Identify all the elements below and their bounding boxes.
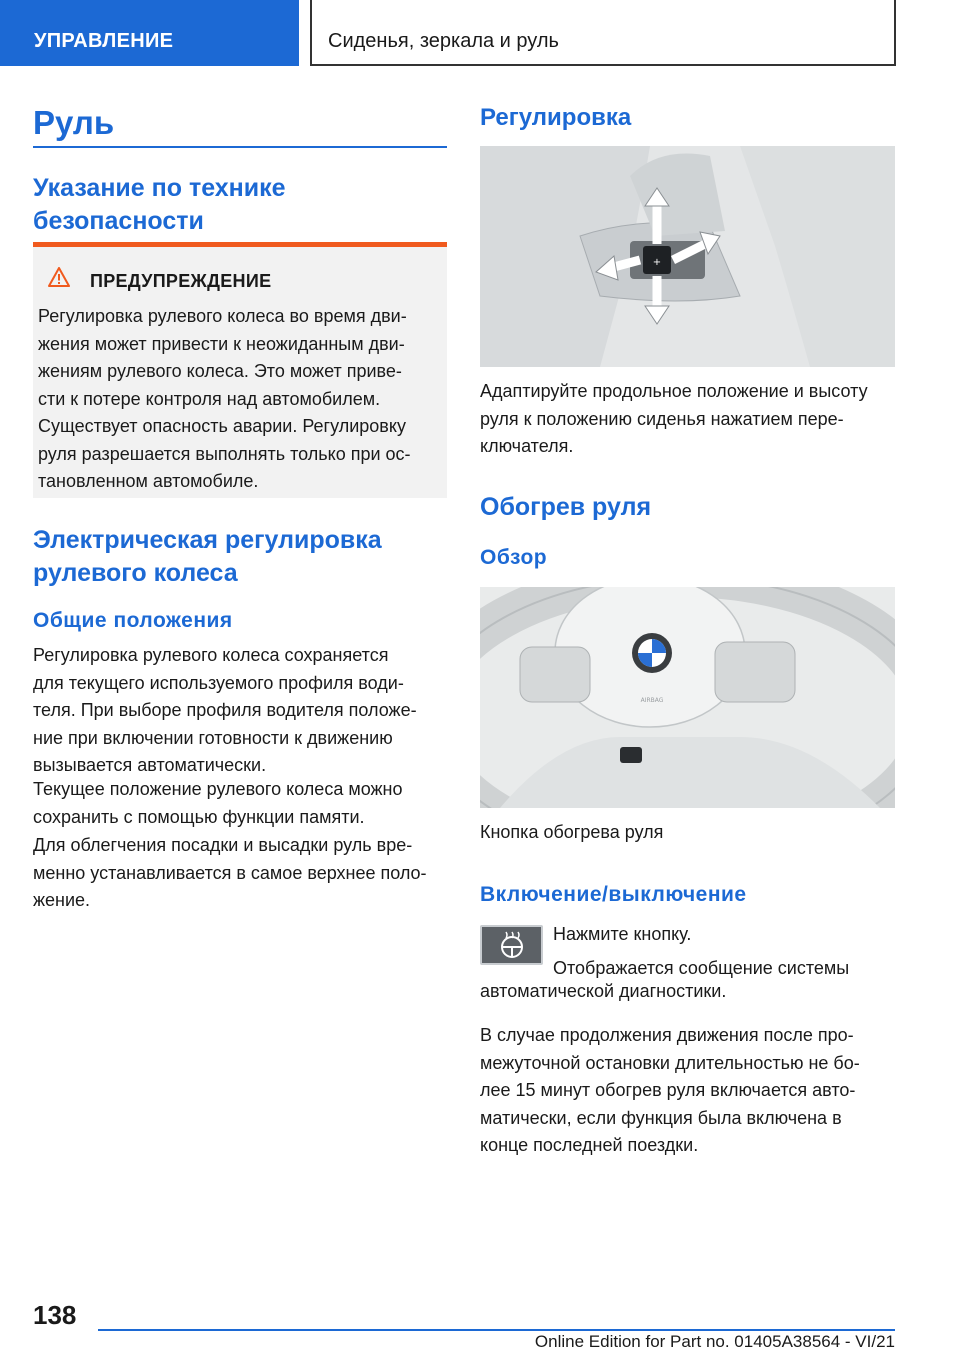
press-button-text: Нажмите кнопку. bbox=[553, 924, 692, 944]
warning-triangle-icon bbox=[48, 267, 70, 287]
warning-line: тановленном автомобиле. bbox=[38, 471, 259, 491]
text-line: руля к положению сиденья нажатием пере- bbox=[480, 408, 844, 429]
footer-rule bbox=[98, 1329, 895, 1331]
text-line: межуточной остановки длительностью не бо- bbox=[480, 1052, 860, 1073]
adjust-caption bbox=[480, 378, 896, 461]
general-paragraph-3 bbox=[33, 832, 447, 915]
steering-column-illustration bbox=[480, 146, 895, 367]
warning-text bbox=[38, 303, 443, 496]
text-line: конце последней поездки. bbox=[480, 1135, 699, 1155]
text-line: вызывается автоматически. bbox=[33, 755, 267, 775]
warning-line: жения может привести к неожиданным дви- bbox=[38, 333, 405, 354]
adjust-heading: Регулировка bbox=[480, 104, 632, 131]
chapter-title[interactable]: Сиденья, зеркала и руль bbox=[310, 0, 896, 66]
warning-line: жениям рулевого колеса. Это может приве- bbox=[38, 361, 402, 381]
electric-heading-line1: Электрическая регулировка bbox=[33, 526, 382, 554]
steering-adjust-image bbox=[480, 146, 895, 367]
text-line: Регулировка рулевого колеса сохраняется bbox=[33, 645, 389, 665]
general-paragraph-2 bbox=[33, 776, 447, 831]
warning-line: Существует опасность аварии. Регулировку bbox=[38, 416, 406, 436]
text-line: В случае продолжения движения после про- bbox=[480, 1025, 854, 1045]
text-line: жение. bbox=[33, 890, 91, 910]
wheel-caption: Кнопка обогрева руля bbox=[480, 822, 664, 842]
steering-wheel-image bbox=[480, 587, 895, 808]
general-heading: Общие положения bbox=[33, 609, 233, 632]
text-line: сохранить с помощью функции памяти. bbox=[33, 806, 365, 827]
text-line: Текущее положение рулевого колеса можно bbox=[33, 779, 403, 799]
edition-label: Online Edition for Part no. 01405A38564 - VI/21 bbox=[534, 1332, 895, 1351]
overview-heading: Обзор bbox=[480, 546, 548, 569]
text-line: для текущего используемого профиля води- bbox=[33, 672, 404, 693]
text-line: Для облегчения посадки и высадки руль вре- bbox=[33, 835, 413, 855]
onoff-heading: Включение/выключение bbox=[480, 883, 747, 906]
warning-line: Регулировка рулевого колеса во время дви- bbox=[38, 306, 407, 326]
section-tab[interactable]: УПРАВЛЕНИЕ bbox=[0, 0, 299, 66]
title-underline bbox=[33, 146, 447, 148]
safety-heading-line2: безопасности bbox=[33, 207, 204, 235]
heating-heading: Обогрев руля bbox=[480, 493, 652, 521]
general-paragraph-1 bbox=[33, 642, 447, 780]
message-line2: автоматической диагностики. bbox=[480, 981, 727, 1001]
text-line: теля. При выборе профиля водителя положе- bbox=[33, 700, 417, 720]
auto-restart-paragraph bbox=[480, 1022, 896, 1160]
text-line: матически, если функция была включена в bbox=[480, 1107, 842, 1128]
svg-text:AIRBAG: AIRBAG bbox=[640, 697, 664, 704]
electric-heading-line2: рулевого колеса bbox=[33, 559, 238, 587]
warning-line: сти к потере контроля над автомобилем. bbox=[38, 388, 381, 409]
text-line: ние при включении готовности к движению bbox=[33, 727, 393, 748]
warning-title: ПРЕДУПРЕЖДЕНИЕ bbox=[90, 271, 272, 291]
text-line: лее 15 минут обогрев руля включается авто- bbox=[480, 1080, 856, 1100]
message-line1: Отображается сообщение системы bbox=[553, 958, 850, 978]
steering-wheel-illustration bbox=[480, 587, 895, 808]
safety-heading-line1: Указание по технике bbox=[33, 174, 286, 202]
text-line: Адаптируйте продольное положение и высоту bbox=[480, 381, 868, 401]
text-line: ключателя. bbox=[480, 436, 574, 456]
text-line: менно устанавливается в самое верхнее поло- bbox=[33, 862, 427, 883]
warning-box bbox=[33, 242, 447, 498]
page-header bbox=[0, 0, 960, 66]
page-number: 138 bbox=[33, 1300, 77, 1330]
steering-heat-icon bbox=[492, 930, 532, 960]
warning-line: руля разрешается выполнять только при ос- bbox=[38, 443, 411, 464]
heating-button[interactable] bbox=[480, 925, 543, 965]
svg-text:+: + bbox=[652, 257, 662, 268]
page-title: Руль bbox=[33, 104, 115, 141]
